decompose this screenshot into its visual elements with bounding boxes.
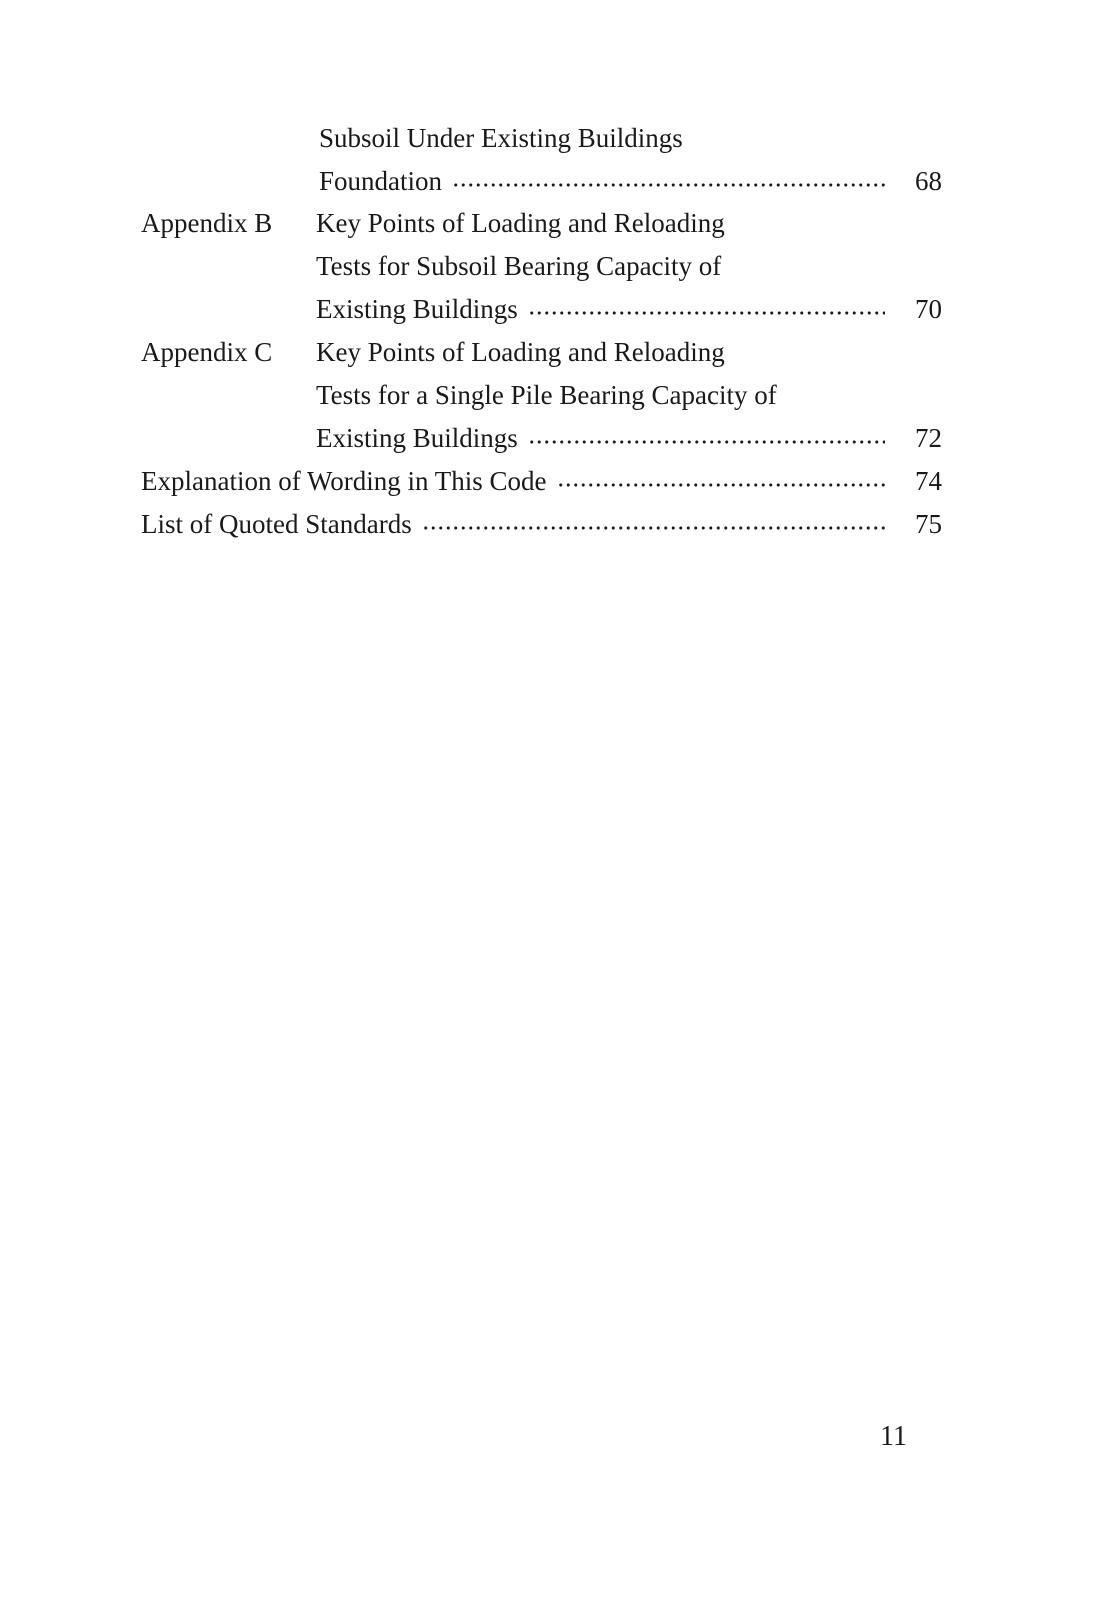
page-number: 11: [880, 1421, 907, 1452]
toc-page-number: 68: [915, 166, 942, 196]
toc-page-number: 74: [915, 466, 942, 496]
toc-entry-label: Appendix B: [141, 208, 273, 238]
toc-entry-text: Key Points of Loading and Reloading: [316, 208, 725, 238]
toc-page-number: 75: [915, 509, 942, 539]
toc-entry-text: Tests for Subsoil Bearing Capacity of: [316, 251, 722, 281]
toc-entry-text: Subsoil Under Existing Buildings: [319, 123, 683, 153]
toc-page-number: 72: [915, 423, 942, 453]
toc-entry-text: Existing Buildings: [316, 423, 518, 453]
toc-entry-line: [316, 377, 936, 413]
toc-entry-text: Explanation of Wording in This Code: [141, 466, 547, 496]
toc-entry-line: [316, 248, 936, 284]
toc-entry-text: Foundation: [319, 166, 443, 196]
toc-entry-label: Appendix C: [141, 337, 273, 367]
toc-entry-line: [141, 334, 941, 370]
toc-entry-line: [141, 205, 941, 241]
toc-entry-line: [319, 120, 939, 156]
toc-entry-text: Key Points of Loading and Reloading: [316, 337, 725, 367]
toc-page-number: 70: [915, 294, 942, 324]
toc-entry-text: Existing Buildings: [316, 294, 518, 324]
toc-entry-text: List of Quoted Standards: [141, 509, 412, 539]
toc-entry-text: Tests for a Single Pile Bearing Capacity of: [316, 380, 777, 410]
